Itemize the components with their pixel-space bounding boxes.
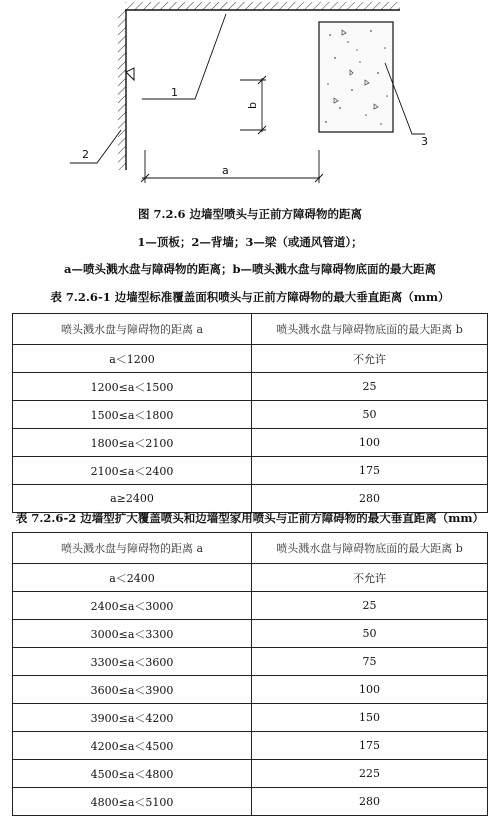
table-row: [13, 704, 488, 732]
table-row: [13, 620, 488, 648]
table-cell: 150: [252, 704, 488, 732]
header-cell-distance-a: 喷头溅水盘与障碍物的距离 a: [13, 533, 252, 564]
table-cell: 175: [252, 457, 488, 485]
table-cell: 不允许: [252, 564, 488, 592]
table-cell: 75: [252, 648, 488, 676]
table-row: [13, 564, 488, 592]
table-cell: 1500≤a＜1800: [13, 401, 252, 429]
figure-legend-line-1: 1—顶板；2—背墙；3—梁（或通风管道）；: [137, 235, 363, 249]
table-cell: 50: [252, 401, 488, 429]
table-cell: 50: [252, 620, 488, 648]
table-row: [13, 429, 488, 457]
leader-line-2: [70, 130, 121, 163]
table-row: [13, 592, 488, 620]
table-cell: 3600≤a＜3900: [13, 676, 252, 704]
table-cell: 2400≤a＜3000: [13, 592, 252, 620]
table-cell: 280: [252, 788, 488, 816]
table-2-title: 表 7.2.6-2 边墙型扩大覆盖喷头和边墙型家用喷头与正前方障碍物的最大垂直距离（mm）: [15, 511, 485, 525]
table-cell: 1800≤a＜2100: [13, 429, 252, 457]
table-cell: a＜1200: [13, 345, 252, 373]
table-1: [12, 313, 488, 513]
table-2: [12, 532, 488, 816]
table-cell: 不允许: [252, 345, 488, 373]
leader-line-1: [142, 14, 226, 99]
table-row: [13, 788, 488, 816]
table-row: [13, 373, 488, 401]
label-b: b: [246, 102, 259, 109]
beam-obstruction: [319, 22, 393, 132]
table-cell: 100: [252, 676, 488, 704]
table-row: [13, 485, 488, 513]
header-cell-max-distance-b: 喷头溅水盘与障碍物底面的最大距离 b: [252, 314, 488, 345]
table-cell: 225: [252, 760, 488, 788]
table-cell: 1200≤a＜1500: [13, 373, 252, 401]
table-cell: 280: [252, 485, 488, 513]
table-row: [13, 760, 488, 788]
header-cell-distance-a: 喷头溅水盘与障碍物的距离 a: [13, 314, 252, 345]
figure-title: 图 7.2.6 边墙型喷头与正前方障碍物的距离: [137, 207, 363, 221]
table-cell: 3000≤a＜3300: [13, 620, 252, 648]
label-3: 3: [421, 135, 428, 148]
table-1-title: 表 7.2.6-1 边墙型标准覆盖面积喷头与正前方障碍物的最大垂直距离（mm）: [50, 290, 450, 304]
table-cell: 25: [252, 592, 488, 620]
table-cell: 3300≤a＜3600: [13, 648, 252, 676]
table-cell: 4200≤a＜4500: [13, 732, 252, 760]
table-header-row: [13, 533, 488, 564]
label-1: 1: [171, 86, 178, 99]
table-cell: 175: [252, 732, 488, 760]
table-row: [13, 648, 488, 676]
sprinkler-icon: [126, 68, 134, 80]
table-cell: 2100≤a＜2400: [13, 457, 252, 485]
table-row: [13, 401, 488, 429]
table-cell: a≥2400: [13, 485, 252, 513]
table-cell: 25: [252, 373, 488, 401]
back-wall: [118, 10, 126, 170]
dimension-a: [141, 150, 323, 183]
table-header-row: [13, 314, 488, 345]
table-row: [13, 345, 488, 373]
sprinkler-obstruction-diagram: [0, 0, 500, 200]
table-cell: 100: [252, 429, 488, 457]
table-row: [13, 732, 488, 760]
table-row: [13, 457, 488, 485]
label-2: 2: [82, 148, 89, 161]
ceiling-slab: [125, 2, 400, 10]
table-row: [13, 676, 488, 704]
table-cell: 3900≤a＜4200: [13, 704, 252, 732]
table-cell: 4500≤a＜4800: [13, 760, 252, 788]
header-cell-max-distance-b: 喷头溅水盘与障碍物底面的最大距离 b: [252, 533, 488, 564]
figure-legend-line-2: a—喷头溅水盘与障碍物的距离；b—喷头溅水盘与障碍物底面的最大距离: [64, 262, 436, 276]
table-cell: a＜2400: [13, 564, 252, 592]
table-cell: 4800≤a＜5100: [13, 788, 252, 816]
label-a: a: [222, 164, 229, 177]
